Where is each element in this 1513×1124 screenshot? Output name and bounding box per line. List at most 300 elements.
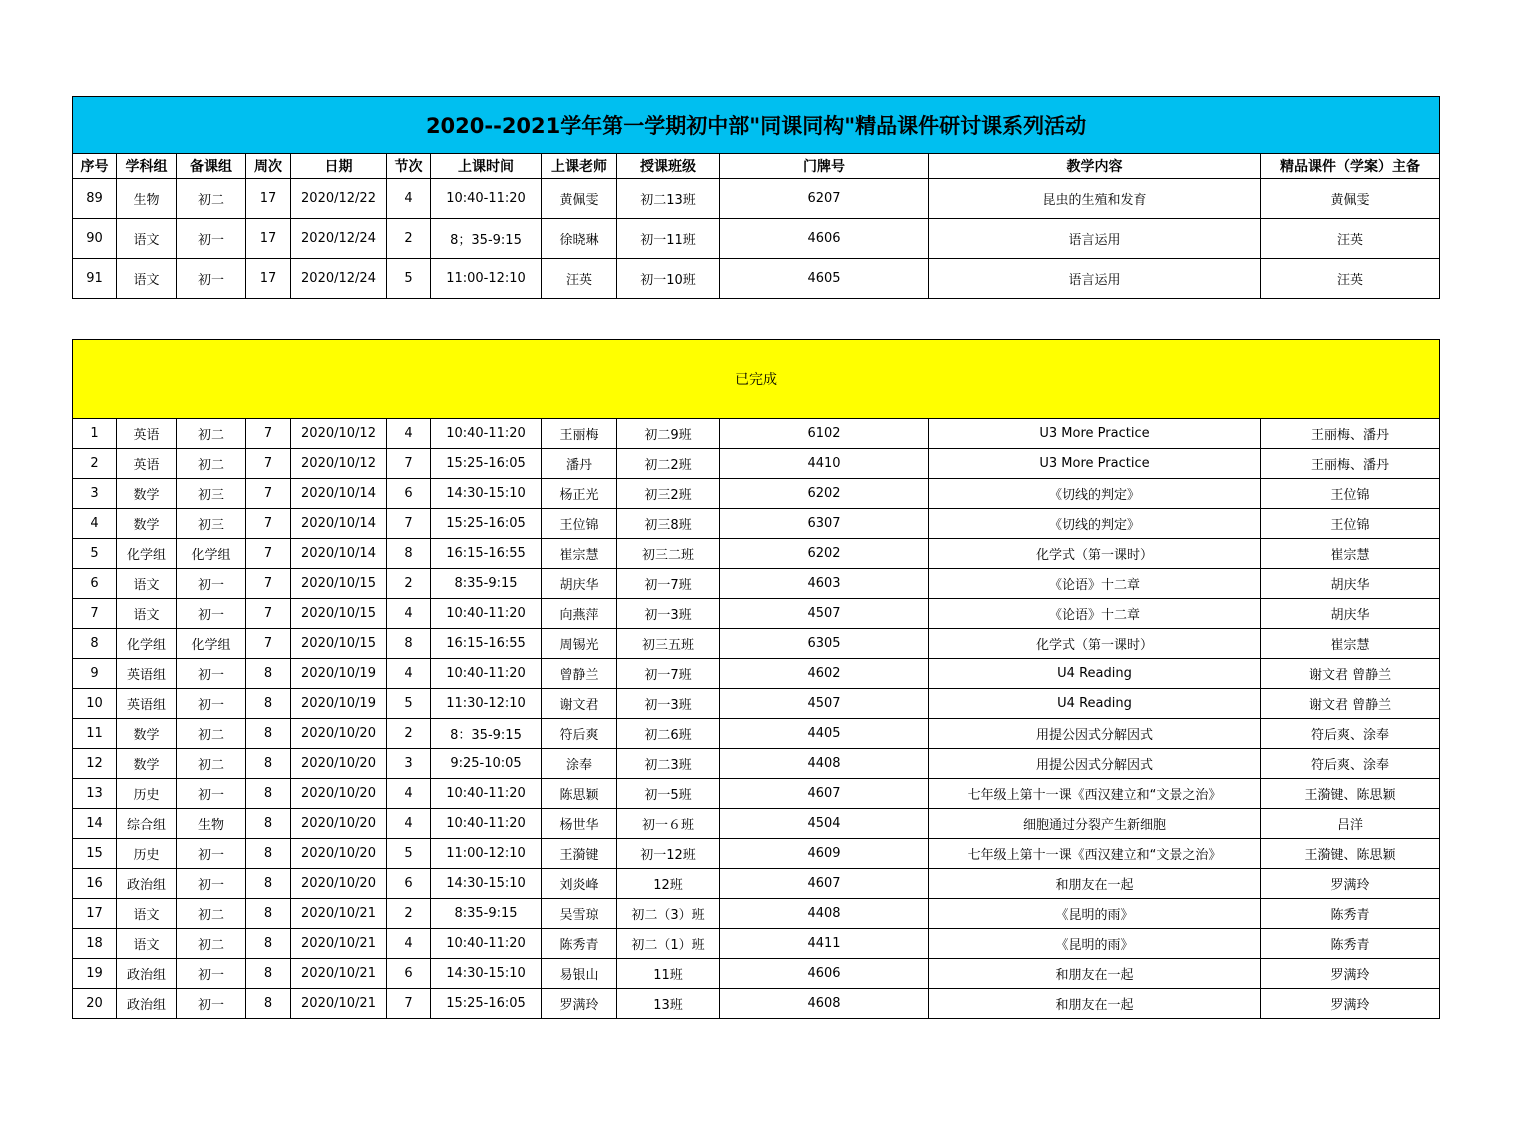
cell-subject-group: 英语	[117, 419, 177, 449]
cell-class-time: 9:25-10:05	[431, 749, 542, 779]
cell-class-time: 8:35-9:15	[431, 569, 542, 599]
cell-period: 3	[387, 749, 431, 779]
cell-subject-group: 语文	[117, 259, 177, 299]
cell-room: 4606	[720, 959, 929, 989]
cell-class-time: 8；35-9:15	[431, 219, 542, 259]
cell-lead-preparer: 崔宗慧	[1261, 629, 1440, 659]
cell-lead-preparer: 王漪键、陈思颖	[1261, 839, 1440, 869]
cell-class: 初一3班	[617, 689, 720, 719]
cell-lead-preparer: 胡庆华	[1261, 599, 1440, 629]
cell-class-time: 16:15-16:55	[431, 539, 542, 569]
cell-prep-group: 初一	[177, 839, 246, 869]
cell-prep-group: 初一	[177, 259, 246, 299]
table-row	[73, 659, 1440, 689]
cell-class-time: 10:40-11:20	[431, 179, 542, 219]
cell-period: 4	[387, 809, 431, 839]
cell-index: 2	[73, 449, 117, 479]
cell-class: 初一3班	[617, 599, 720, 629]
table-row	[73, 689, 1440, 719]
cell-prep-group: 化学组	[177, 629, 246, 659]
cell-class: 初二9班	[617, 419, 720, 449]
cell-class: 初一7班	[617, 569, 720, 599]
cell-index: 3	[73, 479, 117, 509]
table-row	[73, 629, 1440, 659]
cell-date: 2020/10/21	[291, 899, 387, 929]
cell-teacher: 黄佩雯	[542, 179, 617, 219]
cell-teacher: 吴雪琼	[542, 899, 617, 929]
cell-content: 用提公因式分解因式	[929, 719, 1261, 749]
cell-lead-preparer: 符后爽、涂奉	[1261, 749, 1440, 779]
cell-class: 初三8班	[617, 509, 720, 539]
cell-date: 2020/10/20	[291, 749, 387, 779]
cell-date: 2020/12/24	[291, 259, 387, 299]
schedule-table	[72, 96, 1440, 299]
cell-week: 8	[246, 869, 291, 899]
cell-class: 初三二班	[617, 539, 720, 569]
cell-prep-group: 初二	[177, 749, 246, 779]
cell-teacher: 罗满玲	[542, 989, 617, 1019]
cell-class-time: 11:00-12:10	[431, 259, 542, 299]
cell-week: 17	[246, 179, 291, 219]
table-row	[73, 869, 1440, 899]
cell-subject-group: 政治组	[117, 869, 177, 899]
cell-week: 7	[246, 509, 291, 539]
cell-class-time: 14:30-15:10	[431, 479, 542, 509]
cell-subject-group: 化学组	[117, 539, 177, 569]
cell-teacher: 涂奉	[542, 749, 617, 779]
table-row	[73, 179, 1440, 219]
cell-room: 6202	[720, 539, 929, 569]
cell-prep-group: 初一	[177, 659, 246, 689]
cell-index: 12	[73, 749, 117, 779]
cell-lead-preparer: 罗满玲	[1261, 959, 1440, 989]
cell-room: 6102	[720, 419, 929, 449]
cell-content: 《论语》十二章	[929, 569, 1261, 599]
cell-subject-group: 语文	[117, 599, 177, 629]
cell-class: 初一5班	[617, 779, 720, 809]
cell-class: 初二（3）班	[617, 899, 720, 929]
cell-prep-group: 初一	[177, 599, 246, 629]
cell-prep-group: 初二	[177, 719, 246, 749]
table-row	[73, 219, 1440, 259]
table-row	[73, 599, 1440, 629]
cell-class: 初二3班	[617, 749, 720, 779]
header-index: 序号	[73, 154, 117, 179]
cell-index: 19	[73, 959, 117, 989]
cell-prep-group: 初一	[177, 219, 246, 259]
cell-class-time: 10:40-11:20	[431, 599, 542, 629]
cell-date: 2020/10/21	[291, 929, 387, 959]
cell-class: 初一11班	[617, 219, 720, 259]
cell-date: 2020/10/21	[291, 989, 387, 1019]
cell-index: 14	[73, 809, 117, 839]
cell-subject-group: 历史	[117, 839, 177, 869]
cell-class: 初二13班	[617, 179, 720, 219]
cell-subject-group: 英语组	[117, 689, 177, 719]
cell-prep-group: 初二	[177, 419, 246, 449]
cell-subject-group: 政治组	[117, 989, 177, 1019]
cell-date: 2020/10/15	[291, 599, 387, 629]
cell-index: 16	[73, 869, 117, 899]
table-row	[73, 479, 1440, 509]
cell-teacher: 杨世华	[542, 809, 617, 839]
cell-room: 4507	[720, 689, 929, 719]
cell-week: 7	[246, 629, 291, 659]
cell-class: 初三2班	[617, 479, 720, 509]
cell-class-time: 10:40-11:20	[431, 809, 542, 839]
cell-period: 5	[387, 259, 431, 299]
cell-prep-group: 初二	[177, 899, 246, 929]
cell-lead-preparer: 陈秀青	[1261, 929, 1440, 959]
cell-room: 6202	[720, 479, 929, 509]
cell-room: 4405	[720, 719, 929, 749]
cell-subject-group: 历史	[117, 779, 177, 809]
cell-period: 4	[387, 929, 431, 959]
cell-index: 5	[73, 539, 117, 569]
cell-class-time: 10:40-11:20	[431, 659, 542, 689]
cell-content: U4 Reading	[929, 689, 1261, 719]
cell-date: 2020/10/20	[291, 779, 387, 809]
cell-class-time: 14:30-15:10	[431, 959, 542, 989]
header-prep-group: 备课组	[177, 154, 246, 179]
cell-week: 8	[246, 809, 291, 839]
cell-class-time: 8：35-9:15	[431, 719, 542, 749]
cell-teacher: 崔宗慧	[542, 539, 617, 569]
table-row	[73, 929, 1440, 959]
cell-content: 化学式（第一课时）	[929, 629, 1261, 659]
cell-lead-preparer: 吕洋	[1261, 809, 1440, 839]
cell-content: 用提公因式分解因式	[929, 749, 1261, 779]
cell-class-time: 11:30-12:10	[431, 689, 542, 719]
cell-class-time: 8:35-9:15	[431, 899, 542, 929]
table-row	[73, 449, 1440, 479]
cell-prep-group: 生物	[177, 809, 246, 839]
cell-content: U3 More Practice	[929, 449, 1261, 479]
header-teacher: 上课老师	[542, 154, 617, 179]
cell-class: 初二6班	[617, 719, 720, 749]
cell-class-time: 15:25-16:05	[431, 989, 542, 1019]
upcoming-rows	[73, 179, 1440, 299]
cell-class-time: 14:30-15:10	[431, 869, 542, 899]
cell-content: 细胞通过分裂产生新细胞	[929, 809, 1261, 839]
cell-room: 4608	[720, 989, 929, 1019]
cell-subject-group: 语文	[117, 219, 177, 259]
cell-index: 6	[73, 569, 117, 599]
cell-subject-group: 综合组	[117, 809, 177, 839]
cell-index: 90	[73, 219, 117, 259]
cell-teacher: 汪英	[542, 259, 617, 299]
table-row	[73, 809, 1440, 839]
cell-room: 4603	[720, 569, 929, 599]
cell-class: 初三五班	[617, 629, 720, 659]
cell-date: 2020/10/14	[291, 479, 387, 509]
cell-class-time: 10:40-11:20	[431, 779, 542, 809]
table-row	[73, 989, 1440, 1019]
cell-lead-preparer: 陈秀青	[1261, 899, 1440, 929]
cell-week: 7	[246, 419, 291, 449]
cell-class: 11班	[617, 959, 720, 989]
cell-class: 初二（1）班	[617, 929, 720, 959]
cell-room: 4609	[720, 839, 929, 869]
table-row	[73, 749, 1440, 779]
cell-week: 7	[246, 539, 291, 569]
cell-room: 4606	[720, 219, 929, 259]
cell-room: 4507	[720, 599, 929, 629]
cell-lead-preparer: 谢文君 曾静兰	[1261, 689, 1440, 719]
cell-content: 和朋友在一起	[929, 959, 1261, 989]
table-header-row	[73, 154, 1440, 179]
cell-subject-group: 数学	[117, 509, 177, 539]
cell-subject-group: 化学组	[117, 629, 177, 659]
completed-rows	[73, 419, 1440, 1019]
cell-prep-group: 初三	[177, 509, 246, 539]
cell-room: 4408	[720, 749, 929, 779]
cell-period: 4	[387, 779, 431, 809]
header-content: 教学内容	[929, 154, 1261, 179]
cell-date: 2020/10/20	[291, 719, 387, 749]
cell-content: 七年级上第十一课《西汉建立和“文景之治》	[929, 839, 1261, 869]
cell-week: 8	[246, 689, 291, 719]
cell-index: 7	[73, 599, 117, 629]
cell-period: 7	[387, 989, 431, 1019]
cell-teacher: 谢文君	[542, 689, 617, 719]
cell-period: 6	[387, 959, 431, 989]
cell-subject-group: 政治组	[117, 959, 177, 989]
cell-period: 5	[387, 839, 431, 869]
cell-period: 2	[387, 899, 431, 929]
cell-class-time: 10:40-11:20	[431, 419, 542, 449]
cell-index: 8	[73, 629, 117, 659]
cell-period: 8	[387, 539, 431, 569]
cell-room: 4410	[720, 449, 929, 479]
table-row	[73, 719, 1440, 749]
header-subject-group: 学科组	[117, 154, 177, 179]
cell-teacher: 胡庆华	[542, 569, 617, 599]
table-row	[73, 839, 1440, 869]
cell-week: 8	[246, 659, 291, 689]
cell-teacher: 陈思颖	[542, 779, 617, 809]
cell-class: 13班	[617, 989, 720, 1019]
cell-lead-preparer: 王位锦	[1261, 479, 1440, 509]
cell-subject-group: 语文	[117, 899, 177, 929]
cell-room: 4504	[720, 809, 929, 839]
cell-subject-group: 英语组	[117, 659, 177, 689]
cell-index: 18	[73, 929, 117, 959]
cell-room: 4408	[720, 899, 929, 929]
cell-period: 4	[387, 179, 431, 219]
cell-content: 《昆明的雨》	[929, 899, 1261, 929]
header-room: 门牌号	[720, 154, 929, 179]
cell-date: 2020/12/24	[291, 219, 387, 259]
cell-subject-group: 语文	[117, 929, 177, 959]
cell-teacher: 潘丹	[542, 449, 617, 479]
cell-room: 4602	[720, 659, 929, 689]
completed-banner: 已完成	[73, 340, 1440, 419]
cell-period: 6	[387, 479, 431, 509]
cell-lead-preparer: 王丽梅、潘丹	[1261, 449, 1440, 479]
cell-lead-preparer: 胡庆华	[1261, 569, 1440, 599]
cell-teacher: 符后爽	[542, 719, 617, 749]
cell-lead-preparer: 罗满玲	[1261, 989, 1440, 1019]
cell-teacher: 王丽梅	[542, 419, 617, 449]
cell-subject-group: 英语	[117, 449, 177, 479]
cell-period: 2	[387, 219, 431, 259]
cell-period: 2	[387, 719, 431, 749]
cell-subject-group: 语文	[117, 569, 177, 599]
cell-index: 20	[73, 989, 117, 1019]
cell-period: 4	[387, 659, 431, 689]
cell-content: 语言运用	[929, 259, 1261, 299]
cell-room: 6307	[720, 509, 929, 539]
cell-date: 2020/10/12	[291, 419, 387, 449]
cell-class-time: 11:00-12:10	[431, 839, 542, 869]
cell-content: 和朋友在一起	[929, 869, 1261, 899]
cell-prep-group: 初一	[177, 689, 246, 719]
cell-week: 7	[246, 569, 291, 599]
cell-prep-group: 化学组	[177, 539, 246, 569]
cell-content: U4 Reading	[929, 659, 1261, 689]
table-row	[73, 569, 1440, 599]
header-date: 日期	[291, 154, 387, 179]
cell-content: 七年级上第十一课《西汉建立和“文景之治》	[929, 779, 1261, 809]
cell-date: 2020/10/15	[291, 569, 387, 599]
cell-index: 89	[73, 179, 117, 219]
cell-lead-preparer: 谢文君 曾静兰	[1261, 659, 1440, 689]
cell-room: 6305	[720, 629, 929, 659]
cell-index: 1	[73, 419, 117, 449]
cell-date: 2020/10/21	[291, 959, 387, 989]
cell-room: 4411	[720, 929, 929, 959]
cell-week: 8	[246, 779, 291, 809]
cell-date: 2020/10/20	[291, 869, 387, 899]
header-lead-preparer: 精品课件（学案）主备	[1261, 154, 1440, 179]
cell-teacher: 周锡光	[542, 629, 617, 659]
cell-class-time: 10:40-11:20	[431, 929, 542, 959]
cell-class: 初一10班	[617, 259, 720, 299]
cell-period: 8	[387, 629, 431, 659]
cell-room: 4605	[720, 259, 929, 299]
cell-prep-group: 初一	[177, 569, 246, 599]
cell-date: 2020/10/15	[291, 629, 387, 659]
cell-class: 12班	[617, 869, 720, 899]
cell-lead-preparer: 黄佩雯	[1261, 179, 1440, 219]
cell-content: 化学式（第一课时）	[929, 539, 1261, 569]
cell-subject-group: 数学	[117, 719, 177, 749]
cell-lead-preparer: 崔宗慧	[1261, 539, 1440, 569]
table-row	[73, 899, 1440, 929]
cell-class: 初一7班	[617, 659, 720, 689]
cell-room: 4607	[720, 779, 929, 809]
cell-period: 5	[387, 689, 431, 719]
cell-teacher: 刘炎峰	[542, 869, 617, 899]
cell-room: 6207	[720, 179, 929, 219]
cell-subject-group: 数学	[117, 479, 177, 509]
cell-week: 7	[246, 449, 291, 479]
header-class: 授课班级	[617, 154, 720, 179]
cell-index: 9	[73, 659, 117, 689]
cell-content: 《昆明的雨》	[929, 929, 1261, 959]
page-title: 2020--2021学年第一学期初中部"同课同构"精品课件研讨课系列活动	[73, 97, 1440, 154]
cell-prep-group: 初二	[177, 179, 246, 219]
cell-teacher: 曾静兰	[542, 659, 617, 689]
cell-index: 13	[73, 779, 117, 809]
cell-period: 6	[387, 869, 431, 899]
cell-teacher: 易银山	[542, 959, 617, 989]
cell-room: 4607	[720, 869, 929, 899]
cell-content: U3 More Practice	[929, 419, 1261, 449]
cell-lead-preparer: 罗满玲	[1261, 869, 1440, 899]
cell-week: 8	[246, 929, 291, 959]
cell-lead-preparer: 汪英	[1261, 259, 1440, 299]
cell-week: 8	[246, 749, 291, 779]
cell-class-time: 16:15-16:55	[431, 629, 542, 659]
cell-week: 7	[246, 599, 291, 629]
cell-index: 15	[73, 839, 117, 869]
cell-lead-preparer: 王丽梅、潘丹	[1261, 419, 1440, 449]
completed-table	[72, 339, 1440, 1019]
cell-class: 初一12班	[617, 839, 720, 869]
cell-index: 91	[73, 259, 117, 299]
cell-date: 2020/12/22	[291, 179, 387, 219]
cell-period: 2	[387, 569, 431, 599]
cell-lead-preparer: 王位锦	[1261, 509, 1440, 539]
cell-date: 2020/10/14	[291, 539, 387, 569]
cell-index: 10	[73, 689, 117, 719]
header-period: 节次	[387, 154, 431, 179]
cell-content: 《切线的判定》	[929, 479, 1261, 509]
cell-date: 2020/10/19	[291, 689, 387, 719]
table-row	[73, 259, 1440, 299]
cell-content: 昆虫的生殖和发育	[929, 179, 1261, 219]
cell-content: 《切线的判定》	[929, 509, 1261, 539]
header-class-time: 上课时间	[431, 154, 542, 179]
cell-week: 8	[246, 719, 291, 749]
cell-week: 17	[246, 259, 291, 299]
cell-week: 17	[246, 219, 291, 259]
cell-teacher: 陈秀青	[542, 929, 617, 959]
table-row	[73, 959, 1440, 989]
cell-date: 2020/10/12	[291, 449, 387, 479]
cell-week: 8	[246, 959, 291, 989]
cell-week: 8	[246, 989, 291, 1019]
cell-prep-group: 初二	[177, 449, 246, 479]
cell-prep-group: 初一	[177, 959, 246, 989]
header-week: 周次	[246, 154, 291, 179]
cell-class-time: 15:25-16:05	[431, 449, 542, 479]
cell-date: 2020/10/20	[291, 809, 387, 839]
cell-subject-group: 数学	[117, 749, 177, 779]
cell-prep-group: 初一	[177, 779, 246, 809]
cell-period: 7	[387, 509, 431, 539]
cell-subject-group: 生物	[117, 179, 177, 219]
cell-prep-group: 初二	[177, 929, 246, 959]
cell-period: 7	[387, 449, 431, 479]
table-row	[73, 779, 1440, 809]
cell-prep-group: 初一	[177, 989, 246, 1019]
cell-content: 《论语》十二章	[929, 599, 1261, 629]
table-row	[73, 539, 1440, 569]
cell-content: 和朋友在一起	[929, 989, 1261, 1019]
cell-class: 初一６班	[617, 809, 720, 839]
cell-teacher: 王漪键	[542, 839, 617, 869]
cell-period: 4	[387, 419, 431, 449]
cell-lead-preparer: 符后爽、涂奉	[1261, 719, 1440, 749]
cell-period: 4	[387, 599, 431, 629]
cell-class-time: 15:25-16:05	[431, 509, 542, 539]
cell-date: 2020/10/14	[291, 509, 387, 539]
cell-index: 11	[73, 719, 117, 749]
cell-date: 2020/10/19	[291, 659, 387, 689]
